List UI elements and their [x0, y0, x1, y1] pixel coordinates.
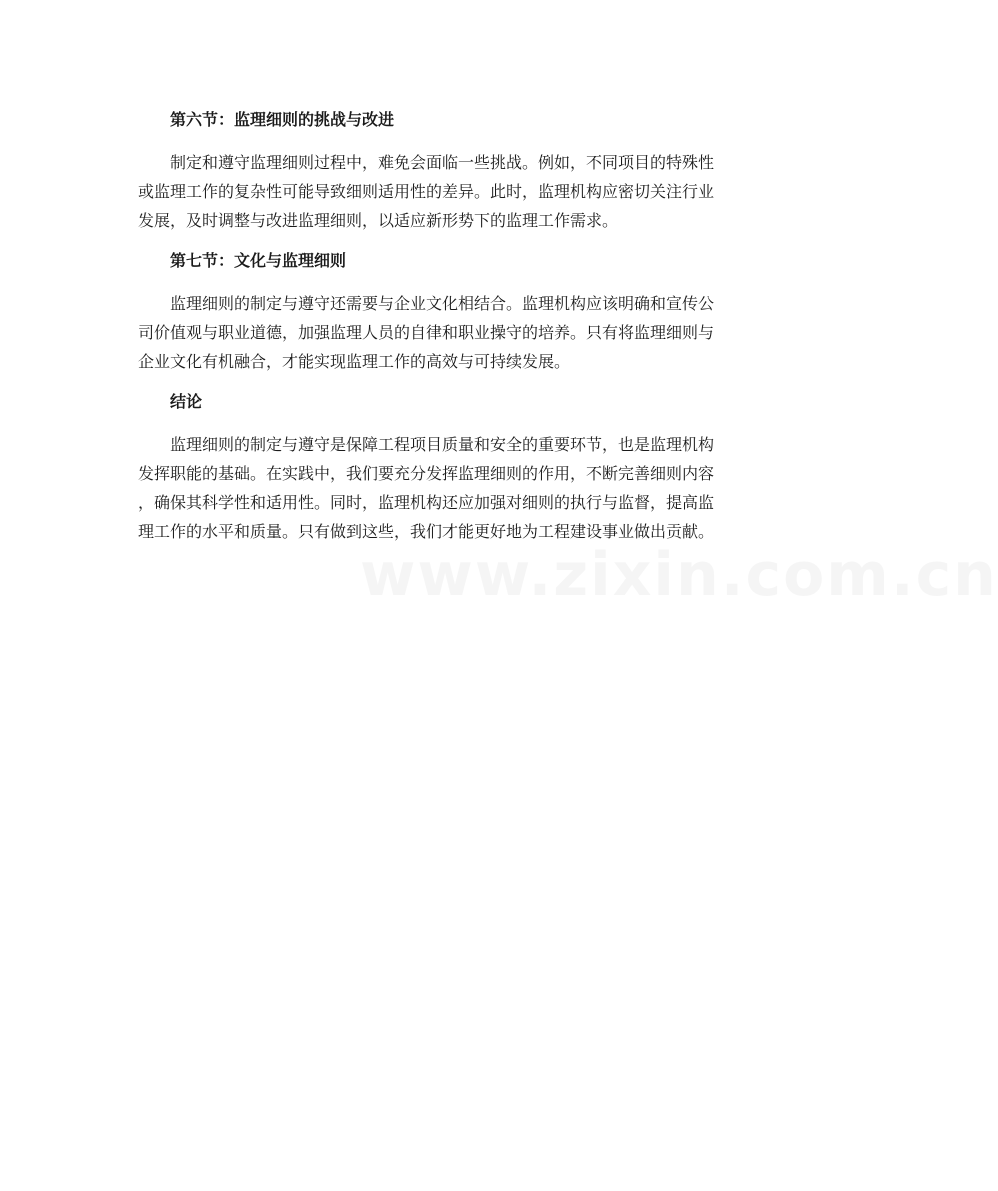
paragraph-line: 监理细则的制定与遵守还需要与企业文化相结合。监理机构应该明确和宣传公 — [170, 294, 715, 313]
paragraph-line: 发展，及时调整与改进监理细则，以适应新形势下的监理工作需求。 — [138, 211, 619, 230]
paragraph-line: 发挥职能的基础。在实践中，我们要充分发挥监理细则的作用，不断完善细则内容 — [138, 464, 715, 483]
paragraph-line: 司价值观与职业道德，加强监理人员的自律和职业操守的培养。只有将监理细则与 — [138, 323, 715, 342]
conclusion-heading: 结论 — [170, 392, 203, 411]
paragraph-line: 理工作的水平和质量。只有做到这些，我们才能更好地为工程建设事业做出贡献。 — [138, 522, 715, 541]
conclusion-paragraph — [138, 430, 784, 546]
document-body — [138, 106, 784, 546]
paragraph-line: 监理细则的制定与遵守是保障工程项目质量和安全的重要环节，也是监理机构 — [170, 435, 715, 454]
section-paragraph-6 — [138, 148, 784, 235]
paragraph-line: ，确保其科学性和适用性。同时，监理机构还应加强对细则的执行与监督，提高监 — [138, 493, 715, 512]
section-heading-7: 第七节：文化与监理细则 — [170, 251, 347, 270]
section-paragraph-7 — [138, 289, 784, 376]
paragraph-line: 制定和遵守监理细则过程中，难免会面临一些挑战。例如，不同项目的特殊性 — [170, 153, 715, 172]
watermark: www.zixin.com.cn — [360, 540, 998, 610]
paragraph-line: 或监理工作的复杂性可能导致细则适用性的差异。此时，监理机构应密切关注行业 — [138, 182, 715, 201]
section-heading-6: 第六节：监理细则的挑战与改进 — [170, 110, 395, 129]
paragraph-line: 企业文化有机融合，才能实现监理工作的高效与可持续发展。 — [138, 352, 571, 371]
